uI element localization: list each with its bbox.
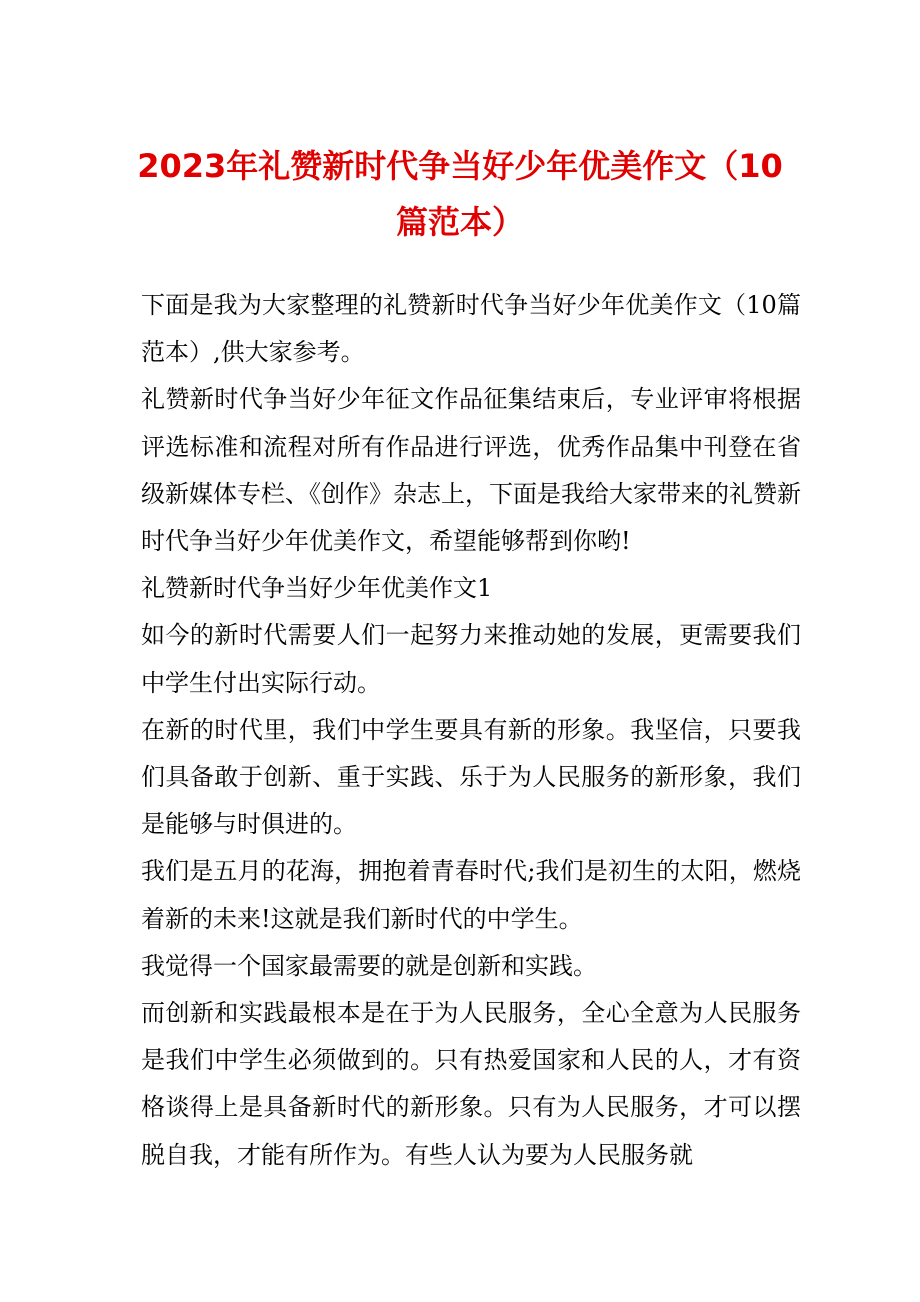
paragraph-intro: 下面是我为大家整理的礼赞新时代争当好少年优美作文（10篇范本）,供大家参考。 bbox=[141, 291, 801, 367]
paragraph: 我觉得一个国家最需要的就是创新和实践。 bbox=[141, 951, 597, 980]
paragraph: 在新的时代里，我们中学生要具有新的形象。我坚信，只要我们具备敢于创新、重于实践、乐于为人民服务的新形象，我们是能够与时俱进的。 bbox=[141, 715, 801, 839]
document-body bbox=[141, 282, 801, 1179]
paragraph: 如今的新时代需要人们一起努力来推动她的发展，更需要我们中学生付出实际行动。 bbox=[141, 621, 801, 697]
document-title bbox=[120, 138, 800, 250]
paragraph: 我们是五月的花海，拥抱着青春时代;我们是初生的太阳，燃烧着新的未来!这就是我们新时代的中学生。 bbox=[141, 857, 801, 933]
title-line-1: 2023年礼赞新时代争当好少年优美作文（10 bbox=[137, 147, 783, 185]
title-line-2: 篇范本） bbox=[395, 203, 524, 241]
paragraph: 而创新和实践最根本是在于为人民服务，全心全意为人民服务是我们中学生必须做到的。只有热爱国家和人民的人，才有资格谈得上是具备新时代的新形象。只有为人民服务，才可以摆脱自我，才能有所作为。有些人认为要为人民服务就 bbox=[141, 999, 801, 1169]
essay-heading: 礼赞新时代争当好少年优美作文1 bbox=[141, 574, 493, 603]
paragraph-background: 礼赞新时代争当好少年征文作品征集结束后，专业评审将根据评选标准和流程对所有作品进行评选，优秀作品集中刊登在省级新媒体专栏、《创作》杂志上，下面是我给大家带来的礼赞新时代争当好少年优美作文，希望能够帮到你哟! bbox=[141, 385, 801, 556]
